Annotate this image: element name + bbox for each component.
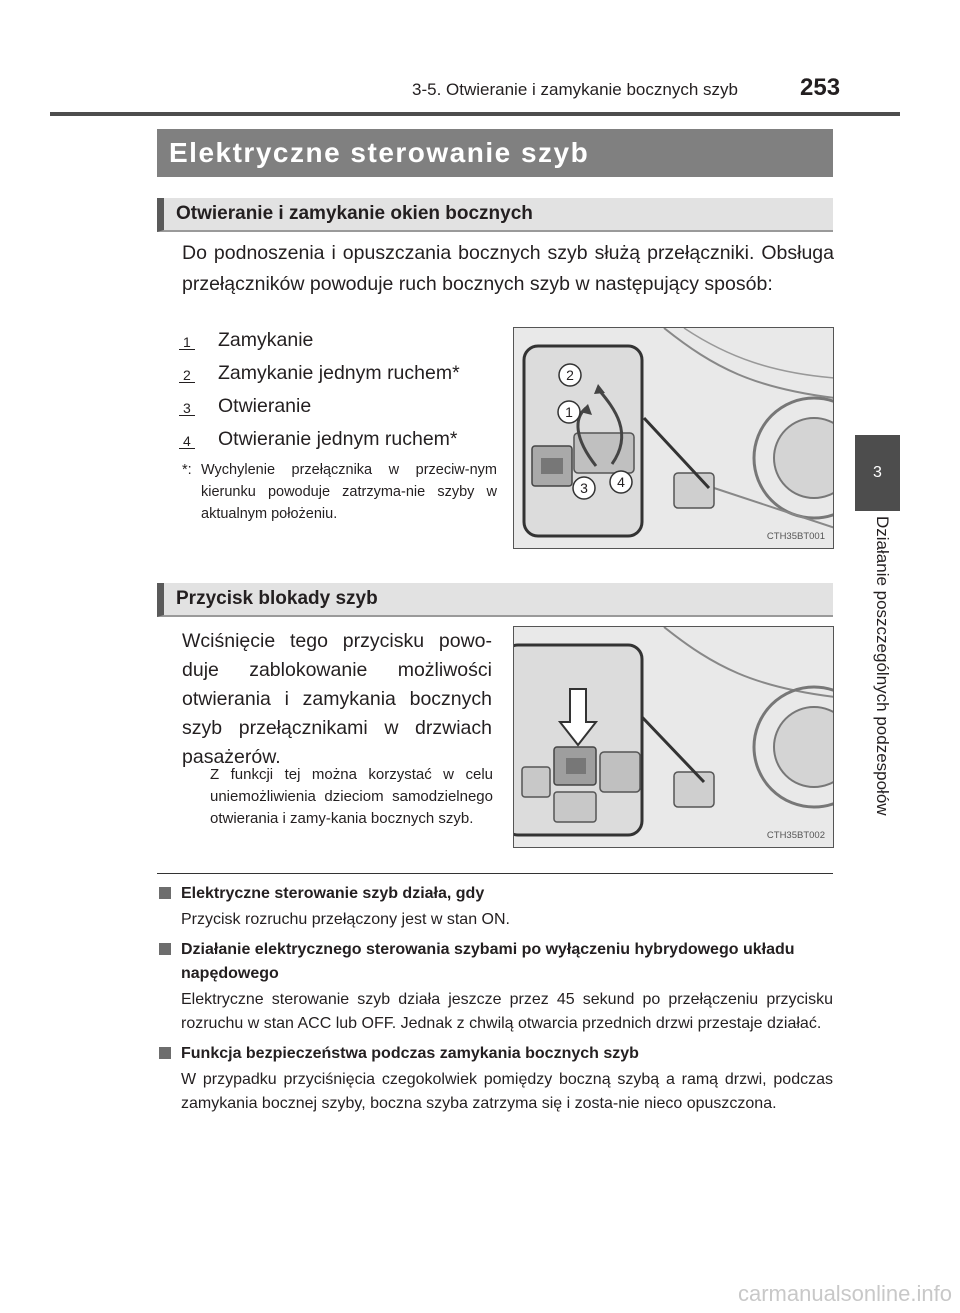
footnote-text: Wychylenie przełącznika w przeciw-nym kierunku powoduje zatrzyma-nie szyby w aktualnym położeniu. [201, 462, 497, 522]
intro-paragraph: Do podnoszenia i opuszczania bocznych szyb służą przełączniki. Obsługa przełączników powoduje ruch bocznych szyb w następujący sposób: [182, 242, 834, 295]
figure-callout: 4 [617, 474, 625, 490]
note-heading: Działanie elektrycznego sterowania szybami po wyłączeniu hybrydowego układu napędowego [157, 938, 833, 986]
chapter-caption: Działanie poszczególnych podzespołów [873, 516, 892, 816]
running-head: 3-5. Otwieranie i zamykanie bocznych szyb [412, 80, 738, 99]
note-heading: Funkcja bezpieczeństwa podczas zamykania bocznych szyb [157, 1042, 833, 1066]
item-number: 3 [183, 395, 191, 421]
page-number: 253 [800, 74, 841, 101]
note-body: W przypadku przyciśnięcia czegokolwiek pomiędzy boczną szybą a ramą drzwi, podczas zamykania bocznej szyby, boczna szyba zatrzyma się i zosta-nie nieco opuszczona. [181, 1071, 833, 1112]
section-divider [157, 873, 833, 874]
window-lock-illustration [514, 627, 834, 848]
item-number: 4 [183, 428, 191, 454]
item-number: 2 [183, 362, 191, 388]
figure-callout: 2 [566, 367, 574, 383]
notes [157, 878, 833, 1122]
lock-paragraph: Wciśnięcie tego przycisku powo-duje zablokowanie możliwości otwierania i zamykania bocznych szyb przełącznikami w drzwiach pasażerów. [182, 630, 492, 768]
watermark: carmanualsonline.info [737, 1281, 952, 1306]
title-bar [157, 129, 833, 177]
chapter-number: 3 [873, 464, 882, 481]
figure-callout: 1 [565, 404, 573, 420]
section-heading-windows [157, 198, 833, 232]
footnote-mark: *: [182, 462, 192, 478]
window-switch-figure [513, 327, 834, 549]
chapter-tab[interactable] [855, 435, 900, 511]
section-heading-lock [157, 583, 833, 617]
note-body: Elektryczne sterowanie szyb działa jeszcze przez 45 sekund po przełączeniu przycisku rozruchu w stan ACC lub OFF. Jednak z chwilą otwarcia przednich drzwi przestaje działać. [181, 991, 833, 1032]
section-heading-text: Otwieranie i zamykanie okien bocznych [176, 203, 533, 224]
item-label: Otwieranie [218, 395, 312, 417]
list-item [180, 393, 510, 426]
item-label: Otwieranie jednym ruchem* [218, 428, 458, 450]
window-lock-figure [513, 626, 834, 848]
figure-code: CTH35BT001 [766, 531, 825, 542]
header-rule [50, 112, 900, 116]
item-number: 1 [183, 329, 191, 355]
window-switch-illustration [514, 328, 834, 549]
section-heading-text: Przycisk blokady szyb [176, 588, 378, 609]
item-label: Zamykanie jednym ruchem* [218, 362, 460, 384]
item-label: Zamykanie [218, 329, 314, 351]
note-heading: Elektryczne sterowanie szyb działa, gdy [157, 882, 833, 906]
figure-code: CTH35BT002 [766, 830, 825, 841]
footnote [182, 459, 497, 525]
list-item [180, 327, 510, 360]
list-item [180, 426, 510, 459]
page-title: Elektryczne sterowanie szyb [169, 137, 590, 168]
lock-note: Z funkcji tej można korzystać w celu uniemożliwienia dzieciom samodzielnego otwierania i zamy-kania bocznych szyb. [210, 766, 493, 827]
operation-list [180, 327, 510, 459]
note-body: Przycisk rozruchu przełączony jest w stan ON. [181, 911, 510, 928]
list-item [180, 360, 510, 393]
figure-callout: 3 [580, 480, 588, 496]
